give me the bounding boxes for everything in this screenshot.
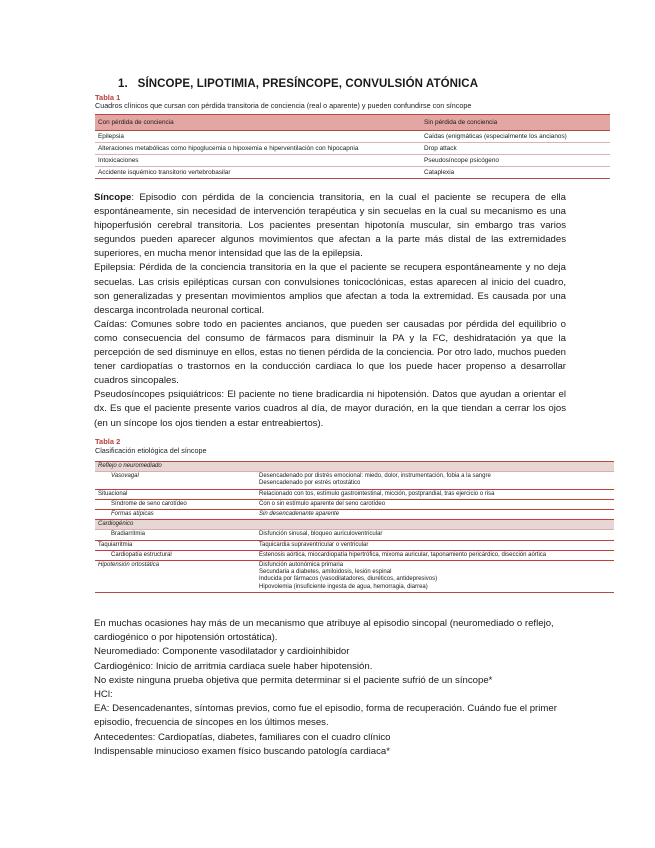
table2-desc-line: Inducida por fármacos (vasodilatadores, diuréticos, antidepresivos) [259,576,438,583]
table2-row-name: Vasovagal [95,472,256,489]
table2-row-desc [256,499,614,509]
table2-row-desc [256,472,614,489]
table2-desc-line: Estenosis aórtica, miocardiopatía hipertrófica, mixoma auricular, taponamiento pericárdico, disección aórtica [259,551,547,558]
table2-row-desc [256,540,614,550]
text-line: En muchas ocasiones hay más de un mecanismo que atribuye al episodio sincopal (neuromediado o reflejo, cardiogénico o por hipotensión ortostática). [94,618,554,644]
table1-cell: Drop attack [421,143,610,155]
table2-row-name: Taquiarritmia [95,540,256,550]
table2-desc-line: Hipovolemia (insuficiente ingesta de agua, hemorragia, diarrea) [259,583,428,590]
table2-section-row [95,520,614,530]
table2-section-title: Cardiogénico [95,520,614,530]
table1-caption: Cuadros clínicos que cursan con pérdida transitoria de conciencia (real o aparente) y pueden confundirse con síncope [95,101,472,110]
text-line: Neuromediado: Componente vasodilatador y cardioinhibidor [94,646,350,658]
table2-desc-line: Con o sin estímulo aparente del seno carotídeo [259,500,386,507]
table2-desc-line: Taquicardia supraventricular o ventricular [259,541,369,548]
text-line: No existe ninguna prueba objetiva que permita determinar si el paciente sufrió de un síncope* [94,674,493,686]
table1-cell: Epilepsia [95,131,421,143]
table2-desc-line: Disfunción sinusal, bloqueo auriculoventricular [259,531,383,538]
table2-desc-line: Disfunción autonómica primaria [259,562,344,569]
paragraph-epilepsia: Epilepsia: Pérdida de la conciencia transitoria en la que el paciente se recupera espontáneamente y no deja secuelas. Las crisis epilépticas cursan con convulsiones tonicoclónicas, estas aparecen al inicio del cuadro, son generalizadas y presentan movimientos amplios que afectan a toda la extremidad. Es causada por una descarga incontrolada neuronal cortical. [94,262,566,316]
table2-row [95,489,614,499]
table2-row [95,510,614,520]
table2-row-desc [256,561,614,593]
sincope-definition: : Episodio con pérdida de la conciencia transitoria, en la cual el paciente se recupera de ella espontáneamente, sin necesidad de intervención terapéutica y sin secuelas en la cual su mecanismo es una hipoperfusión cerebral transitoria. Los pacientes presentan hipotonía muscular, sin embargo tras varios segundos pueden aparecer algunos movimientos que afectan a la parte más distal de las extremidades superiores, en mucha menor intensidad que las de la epilepsia. [94,192,566,260]
table2-section-row [95,462,614,472]
text-line: EA: Desencadenantes, síntomas previos, como fue el episodio, forma de recuperación. Cuándo fue el primer episodio, frecuencia de síncopes en los últimos meses. [94,703,557,729]
text-line: Indispensable minucioso examen físico buscando patología cardiaca* [94,745,390,757]
table2-row [95,540,614,550]
table1-cell: Accidente isquémico transitorio vertebrobasilar [95,167,421,179]
table2-row [95,561,614,593]
table2-row-desc [256,510,614,520]
text-line: Cardiogénico: Inicio de arritmia cardiaca suele haber hipotensión. [94,660,373,672]
table2-label: Tabla 2 [95,437,121,446]
table2-row-desc [256,530,614,540]
paragraph-caidas: Caídas: Comunes sobre todo en pacientes ancianos, que pueden ser causadas por pérdida del equilibrio o como consecuencia del consumo de fármacos para disminuir la PA y la FC, deshidratación ya que la percepción de sed disminuye en ellos, estas no tienen pérdida de la conciencia. Por otro lado, muchos pueden tener cardiopatías o trastornos en la conducción cardiaca lo que los puede hacer propenso a desarrollar cuadros sincopales. [94,318,566,387]
table2-desc-line: Desencadenado por distrés emocional: miedo, dolor, instrumentación, fobia a la sangre [259,473,491,480]
table2-section-title: Reflejo o neuromediado [95,462,614,472]
table1-row [95,143,610,155]
table2-row-name: Formas atípicas [95,510,256,520]
table2-row [95,550,614,560]
table1-cell: Alteraciones metabólicas como hipoglucemia o hipoxemia e hiperventilación con hipocapnia [95,143,421,155]
table1-cell: Intoxicaciones [95,155,421,167]
table2-row [95,472,614,489]
table1-header-cell: Con pérdida de conciencia [95,115,421,131]
table1-cell: Caídas (enigmáticas (especialmente los ancianos) [421,131,610,143]
table2-desc-line: Sin desencadenante aparente [259,511,340,518]
paragraph-pseudosincope: Pseudosíncopes psiquiátricos: El paciente no tiene bradicardia ni hipotensión. Datos que ayudan a orientar el dx. Es que el paciente presente varios cuadros al día, de mayor duración, en la que tiendan a cerrar los ojos (en un síncope los ojos tienden a estar entreabiertos). [94,389,566,429]
table2-desc-line: Relacionado con tos, estímulo gastrointestinal, micción, postprandial, tras ejercicio o risa [259,490,495,497]
table2-section-title: Hipotensión ortostática [95,561,256,593]
table1-row [95,167,610,179]
table1-cell: Cataplexia [421,167,610,179]
table1-header-cell: Sin pérdida de conciencia [421,115,610,131]
table2-row [95,499,614,509]
table2-caption: Clasificación etiológica del síncope [95,446,207,455]
table1 [95,114,610,179]
table1-row [95,155,610,167]
table2-row-name: Cardiopatía estructural [95,550,256,560]
term-sincope: Síncope [94,192,132,203]
table2-row-name: Síndrome de seno carotídeo [95,499,256,509]
text-line: Antecedentes: Cardiopatías, diabetes, familiares con el cuadro clínico [94,731,391,743]
table2-desc-line: Desencadenado por estrés ortostático [259,480,361,487]
table2-row-desc [256,550,614,560]
paragraph-sincope [94,191,566,261]
table1-label: Tabla 1 [95,93,121,102]
table1-row [95,131,610,143]
body-text [94,191,566,431]
text-line: HCl: [94,689,113,701]
table1-header-row [95,115,610,131]
table2-row-name: Situacional [95,489,256,499]
table2-desc-line: Secundaria a diabetes, amiloidosis, lesión espinal [259,569,392,576]
table2-row [95,530,614,540]
table1-cell: Pseudosíncope psicógeno [421,155,610,167]
bottom-text [94,617,574,759]
section-heading: 1. SÍNCOPE, LIPOTIMIA, PRESÍNCOPE, CONVULSIÓN ATÓNICA [118,78,479,90]
table2 [95,461,614,593]
table2-row-name: Bradiarritmia [95,530,256,540]
table2-row-desc [256,489,614,499]
